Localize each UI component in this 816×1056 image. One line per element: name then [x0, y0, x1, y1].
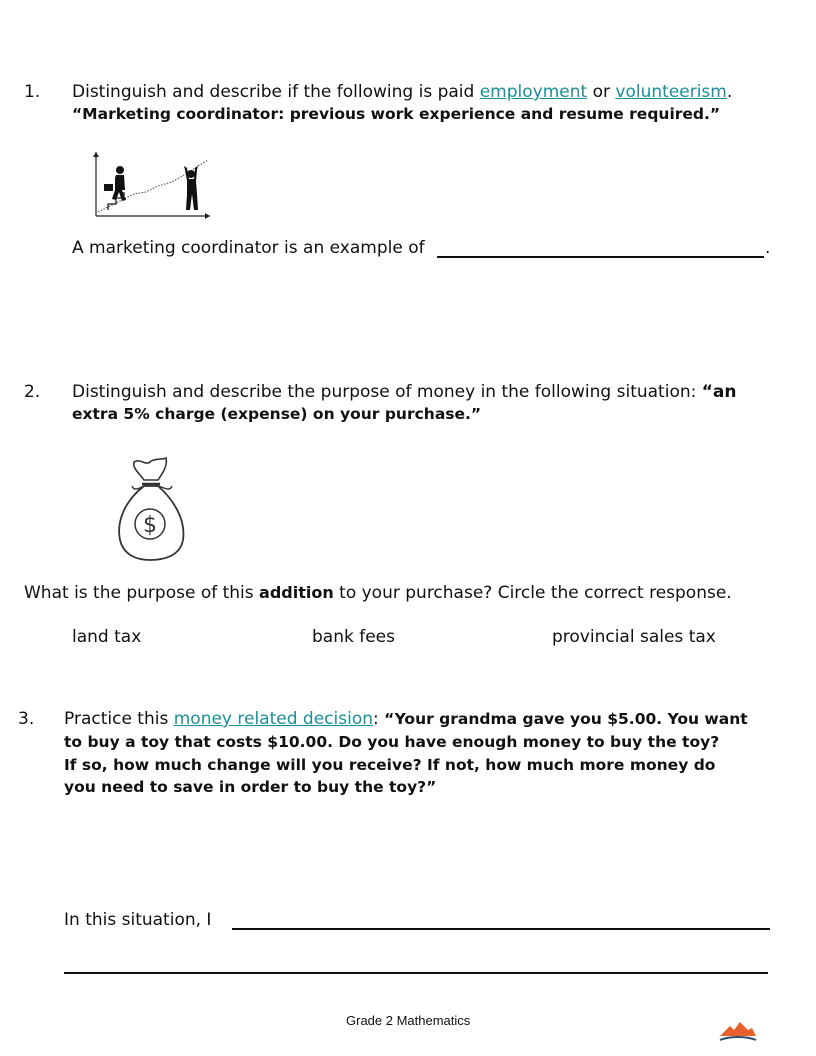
question-3-prompt-text: Practice this: [64, 709, 174, 729]
footer-text: Grade 2 Mathematics: [346, 1013, 471, 1028]
question-3-colon: :: [373, 709, 385, 729]
question-1-number: 1.: [24, 82, 41, 102]
career-growth-chart-icon: [88, 148, 214, 222]
question-1-prompt: [72, 81, 732, 104]
question-3-prompt-line1: [64, 708, 748, 731]
question-3-quote-line3: If so, how much change will you receive? If not, how much more money do: [64, 756, 716, 774]
question-2-prompt-text: Distinguish and describe the purpose of money in the following situation:: [72, 382, 702, 402]
question-1-period: .: [726, 82, 733, 102]
money-bag-icon: [112, 456, 188, 564]
question-3-answer-blank-1[interactable]: [232, 928, 770, 930]
question-2-number: 2.: [24, 382, 41, 402]
question-2-question-bold: addition: [259, 583, 334, 602]
question-3-answer-prefix: In this situation, I: [64, 910, 212, 930]
money-related-decision-link[interactable]: money related decision: [173, 709, 374, 729]
option-bank-fees[interactable]: bank fees: [312, 627, 395, 647]
question-2-question: [24, 581, 732, 605]
mountain-logo-icon: [718, 1018, 758, 1044]
question-1-connector: or: [587, 82, 616, 102]
question-2-question-after: to your purchase? Circle the correct response.: [333, 583, 732, 603]
option-land-tax[interactable]: land tax: [72, 627, 142, 647]
question-1-answer-suffix: .: [765, 238, 771, 258]
question-2-prompt-line1: [72, 381, 737, 404]
question-2-quote-start: “an: [701, 382, 737, 402]
employment-link[interactable]: employment: [479, 82, 588, 102]
question-1-prompt-text: Distinguish and describe if the following is paid: [72, 82, 480, 102]
question-1-quote: “Marketing coordinator: previous work experience and resume required.”: [72, 105, 721, 123]
question-1-answer-blank[interactable]: [437, 256, 764, 258]
question-3-quote-line2: to buy a toy that costs $10.00. Do you have enough money to buy the toy?: [64, 733, 720, 751]
question-3-number: 3.: [18, 709, 35, 729]
option-provincial-sales-tax[interactable]: provincial sales tax: [552, 627, 716, 647]
question-3-answer-blank-2[interactable]: [64, 972, 768, 974]
question-3-quote-line1: “Your grandma gave you $5.00. You want: [384, 710, 748, 728]
question-3-quote-line4: you need to save in order to buy the toy?”: [64, 778, 437, 796]
svg-text:$: $: [143, 513, 157, 538]
question-2-question-before: What is the purpose of this: [24, 583, 260, 603]
question-1-answer-prefix: A marketing coordinator is an example of: [72, 238, 425, 258]
volunteerism-link[interactable]: volunteerism: [615, 82, 727, 102]
question-2-quote: extra 5% charge (expense) on your purchase.”: [72, 405, 482, 423]
